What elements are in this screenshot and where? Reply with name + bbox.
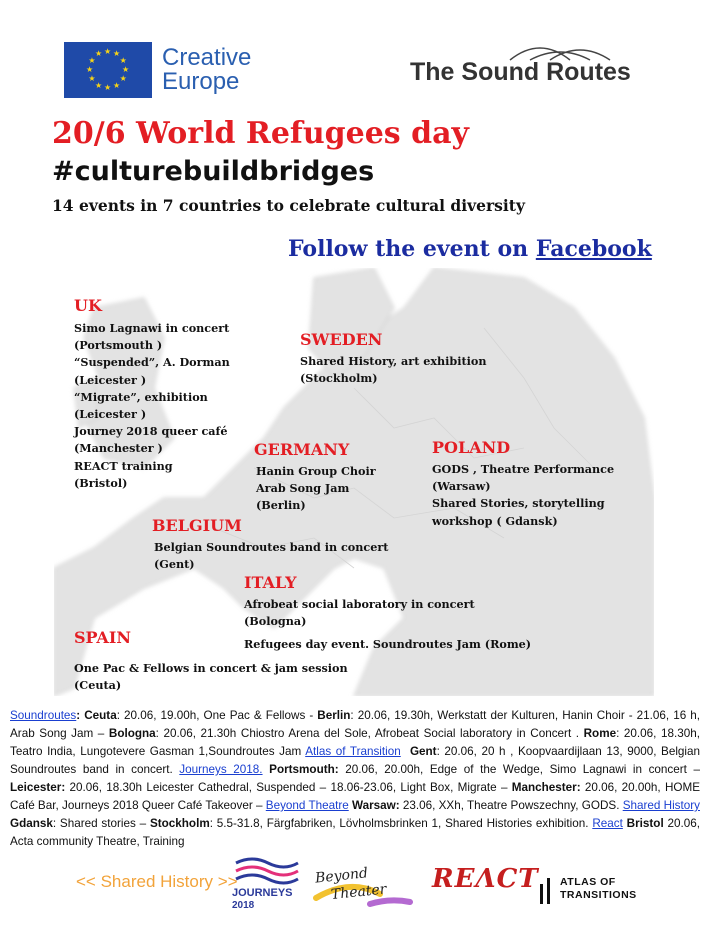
italy-events: Afrobeat social laboratory in concert (Bologna) xyxy=(244,597,475,629)
country-spain: SPAIN xyxy=(74,628,131,647)
soundroutes-link[interactable]: Soundroutes xyxy=(10,709,77,722)
facebook-link[interactable]: Facebook xyxy=(535,236,652,262)
eu-flag-icon xyxy=(64,42,152,98)
eu-star-icon: ★ xyxy=(119,56,127,65)
event-details: Soundroutes: Ceuta: 20.06, 19.00h, One Pac & Fellows - Berlin: 20.06, 19.30h, Werkstatt der Kulturen, Hanin Choir - 21.06, 16 h, Arab Song Jam – Bologna: 20.06, 21.30h Chiostro Arena del Sole, Afrobeat Social laboratory in Concert . Rome: 20.06, 18.30h, Teatro India, Lungotevere Gasman 1,Soundroutes Jam Atlas of Transition Gent: 20.06, 20 h , Koopvaardijlaan 13, 9000, Belgian Soundroutes band in concert. Journeys 2018. Portsmouth: 20.06, 20.00h, Edge of the Wedge, Simo Lagnawi in concert – Leicester: 20.06, 18.30h Leicester Cathedral, Suspended – 18.06-23.06, Light Box, Migrate – Manchester: 20.06, 20.00h, HOME Café Bar, Journeys 2018 Queer Café Takeover – Beyond Theatre Warsaw: 23.06, XXh, Theatre Powszechny, GODS. Shared History Gdansk: Shared stories – Stockholm: 5.5-31.8, Färgfabriken, Lövholmsbrinken 1, Shared Histories exhibition. React Bristol 20.06, Acta community Theatre, Training xyxy=(10,709,701,848)
eu-star-icon: ★ xyxy=(88,56,96,65)
creative-europe-logo xyxy=(64,42,251,98)
eu-star-icon: ★ xyxy=(95,49,103,59)
poland-events: GODS , Theatre Performance (Warsaw) Shared Stories, storytelling workshop ( Gdansk) xyxy=(432,462,615,528)
journeys-2018-logo: JOURNEYS 2018 xyxy=(232,855,302,915)
journeys-waves-icon xyxy=(232,855,302,887)
atlas-bars-icon xyxy=(540,878,554,904)
sweden-events: Shared History, art exhibition (Stockholm) xyxy=(300,354,487,386)
atlas-of-transition-link[interactable]: Atlas of Transition xyxy=(305,745,401,758)
creative-europe-wordmark: Creative Europe xyxy=(162,44,252,95)
beyond-theatre-link[interactable]: Beyond Theatre xyxy=(265,799,349,812)
eu-star-icon: ★ xyxy=(113,49,121,59)
eu-star-icon: ★ xyxy=(113,80,121,90)
eu-star-icon: ★ xyxy=(104,83,112,92)
eu-star-icon: ★ xyxy=(95,80,103,90)
beyond-theater-logo: Beyond Theater xyxy=(310,858,420,912)
eu-star-icon: ★ xyxy=(104,47,112,56)
eu-star-icon: ★ xyxy=(119,74,127,83)
hashtag: #culturebuildbridges xyxy=(52,156,375,187)
country-uk: UK xyxy=(74,296,102,315)
country-italy: ITALY xyxy=(244,573,297,592)
eu-star-icon: ★ xyxy=(122,65,130,74)
journeys-2018-link[interactable]: Journeys 2018. xyxy=(179,763,263,776)
germany-events: Hanin Group Choir Arab Song Jam (Berlin) xyxy=(256,464,376,513)
shared-history-logo: << Shared History >> xyxy=(76,872,238,891)
page-title: 20/6 World Refugees day xyxy=(52,116,469,151)
country-belgium: BELGIUM xyxy=(152,516,242,535)
sound-routes-logo: The Sound Routes xyxy=(410,50,650,90)
belgium-events: Belgian Soundroutes band in concert (Gent) xyxy=(154,540,389,572)
react-logo: REΛCT xyxy=(432,864,539,894)
country-germany: GERMANY xyxy=(254,440,350,459)
follow-line: Follow the event on Facebook xyxy=(288,236,652,262)
shared-history-link[interactable]: Shared History xyxy=(622,799,700,812)
spain-events: One Pac & Fellows in concert & jam session (Ceuta) xyxy=(74,661,348,693)
eu-star-icon: ★ xyxy=(86,65,94,74)
italy-rome-event: Refugees day event. Soundroutes Jam (Rome) xyxy=(244,637,532,651)
eu-star-icon: ★ xyxy=(88,74,96,83)
country-poland: POLAND xyxy=(432,438,511,457)
react-link[interactable]: React xyxy=(592,817,623,830)
uk-events: Simo Lagnawi in concert (Portsmouth ) “Suspended”, A. Dorman (Leicester ) “Migrate”, exhibition (Leicester ) Journey 2018 queer café (Manchester ) REACT training (Bristol) xyxy=(74,321,230,490)
atlas-of-transitions-logo: ATLAS OF TRANSITIONS xyxy=(540,874,660,908)
country-sweden: SWEDEN xyxy=(300,330,383,349)
subtitle: 14 events in 7 countries to celebrate cultural diversity xyxy=(52,196,525,215)
